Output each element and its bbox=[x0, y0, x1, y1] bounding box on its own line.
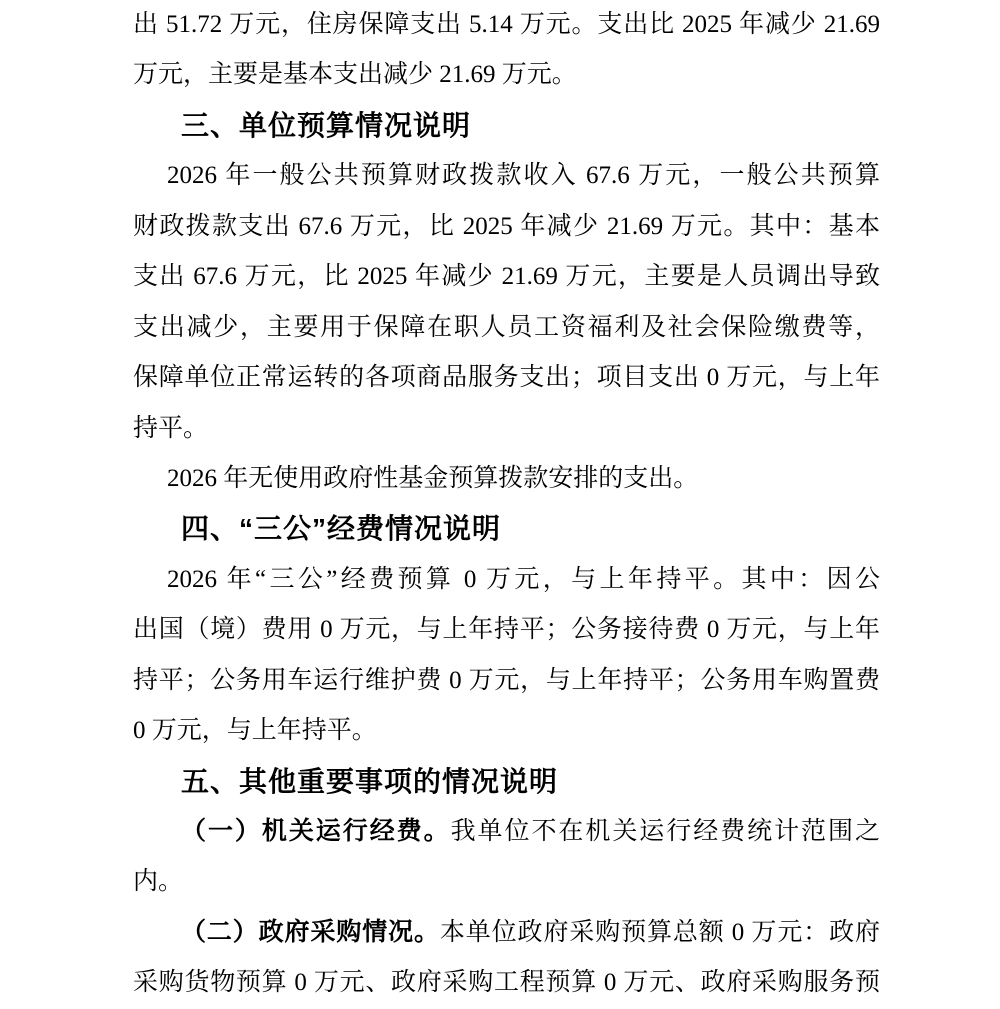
text-segment: 支出 67.6 万元，比 2025 年减少 21.69 万元，主要是人员调出导致 bbox=[133, 263, 880, 291]
text-segment: 出 51.72 万元，住房保障支出 5.14 万元。支出比 2025 年减少 21.69 bbox=[133, 11, 880, 38]
heading-text: 三、单位预算情况说明 bbox=[181, 109, 472, 141]
text-segment: 持平。 bbox=[133, 414, 209, 442]
text-line bbox=[133, 706, 880, 756]
text-line bbox=[133, 656, 880, 706]
text-line bbox=[133, 958, 880, 1008]
text-segment: 万元，主要是基本支出减少 21.69 万元。 bbox=[133, 61, 577, 89]
text-segment: 财政拨款支出 67.6 万元，比 2025 年减少 21.69 万元。其中：基本 bbox=[133, 212, 880, 240]
text-segment: 我单位不在机关运行经费统计范围之 bbox=[450, 818, 880, 845]
heading-text: 五、其他重要事项的情况说明 bbox=[181, 765, 559, 797]
bold-lead-text: （一）机关运行经费。 bbox=[181, 818, 451, 845]
text-line bbox=[133, 857, 880, 907]
text-line bbox=[133, 605, 880, 655]
text-line bbox=[133, 151, 880, 201]
text-segment: 本单位政府采购预算总额 0 万元：政府 bbox=[439, 918, 880, 946]
paragraph-general-budget bbox=[133, 151, 880, 454]
heading-text: 四、“三公”经费情况说明 bbox=[181, 513, 502, 545]
text-segment: 0 万元，与上年持平。 bbox=[133, 717, 377, 745]
text-line bbox=[133, 757, 880, 807]
paragraph-government-fund bbox=[133, 454, 880, 504]
text-segment: 内。 bbox=[133, 868, 184, 896]
text-segment: 2026 年无使用政府性基金预算拨款安排的支出。 bbox=[167, 464, 699, 492]
paragraph-government-procurement bbox=[133, 908, 880, 1009]
text-segment: 采购货物预算 0 万元、政府采购工程预算 0 万元、政府采购服务预 bbox=[133, 969, 880, 997]
bold-lead-text: （二）政府采购情况。 bbox=[181, 918, 440, 946]
text-line bbox=[133, 303, 880, 353]
text-line bbox=[133, 252, 880, 302]
text-line bbox=[133, 202, 880, 252]
text-line bbox=[133, 454, 880, 504]
text-line bbox=[133, 0, 880, 50]
section-3-heading bbox=[133, 101, 880, 151]
paragraph-expense-summary-continued bbox=[133, 0, 880, 101]
section-4-heading bbox=[133, 504, 880, 554]
text-line bbox=[133, 555, 880, 605]
text-segment: 2026 年“三公”经费预算 0 万元，与上年持平。其中：因公 bbox=[167, 565, 880, 593]
section-5-heading bbox=[133, 757, 880, 807]
text-line bbox=[133, 404, 880, 454]
text-line bbox=[133, 50, 880, 100]
paragraph-three-public-funds bbox=[133, 555, 880, 757]
text-line bbox=[133, 353, 880, 403]
text-line bbox=[133, 101, 880, 151]
text-line bbox=[133, 807, 880, 857]
text-line bbox=[133, 908, 880, 958]
text-line bbox=[133, 504, 880, 554]
text-segment: 保障单位正常运转的各项商品服务支出；项目支出 0 万元，与上年 bbox=[133, 364, 880, 392]
paragraph-operating-expense bbox=[133, 807, 880, 908]
text-segment: 2026 年一般公共预算财政拨款收入 67.6 万元，一般公共预算 bbox=[167, 162, 880, 190]
text-segment: 持平；公务用车运行维护费 0 万元，与上年持平；公务用车购置费 bbox=[133, 666, 880, 694]
text-segment: 支出减少，主要用于保障在职人员工资福利及社会保险缴费等， bbox=[133, 313, 880, 341]
text-segment: 出国（境）费用 0 万元，与上年持平；公务接待费 0 万元，与上年 bbox=[133, 616, 880, 644]
